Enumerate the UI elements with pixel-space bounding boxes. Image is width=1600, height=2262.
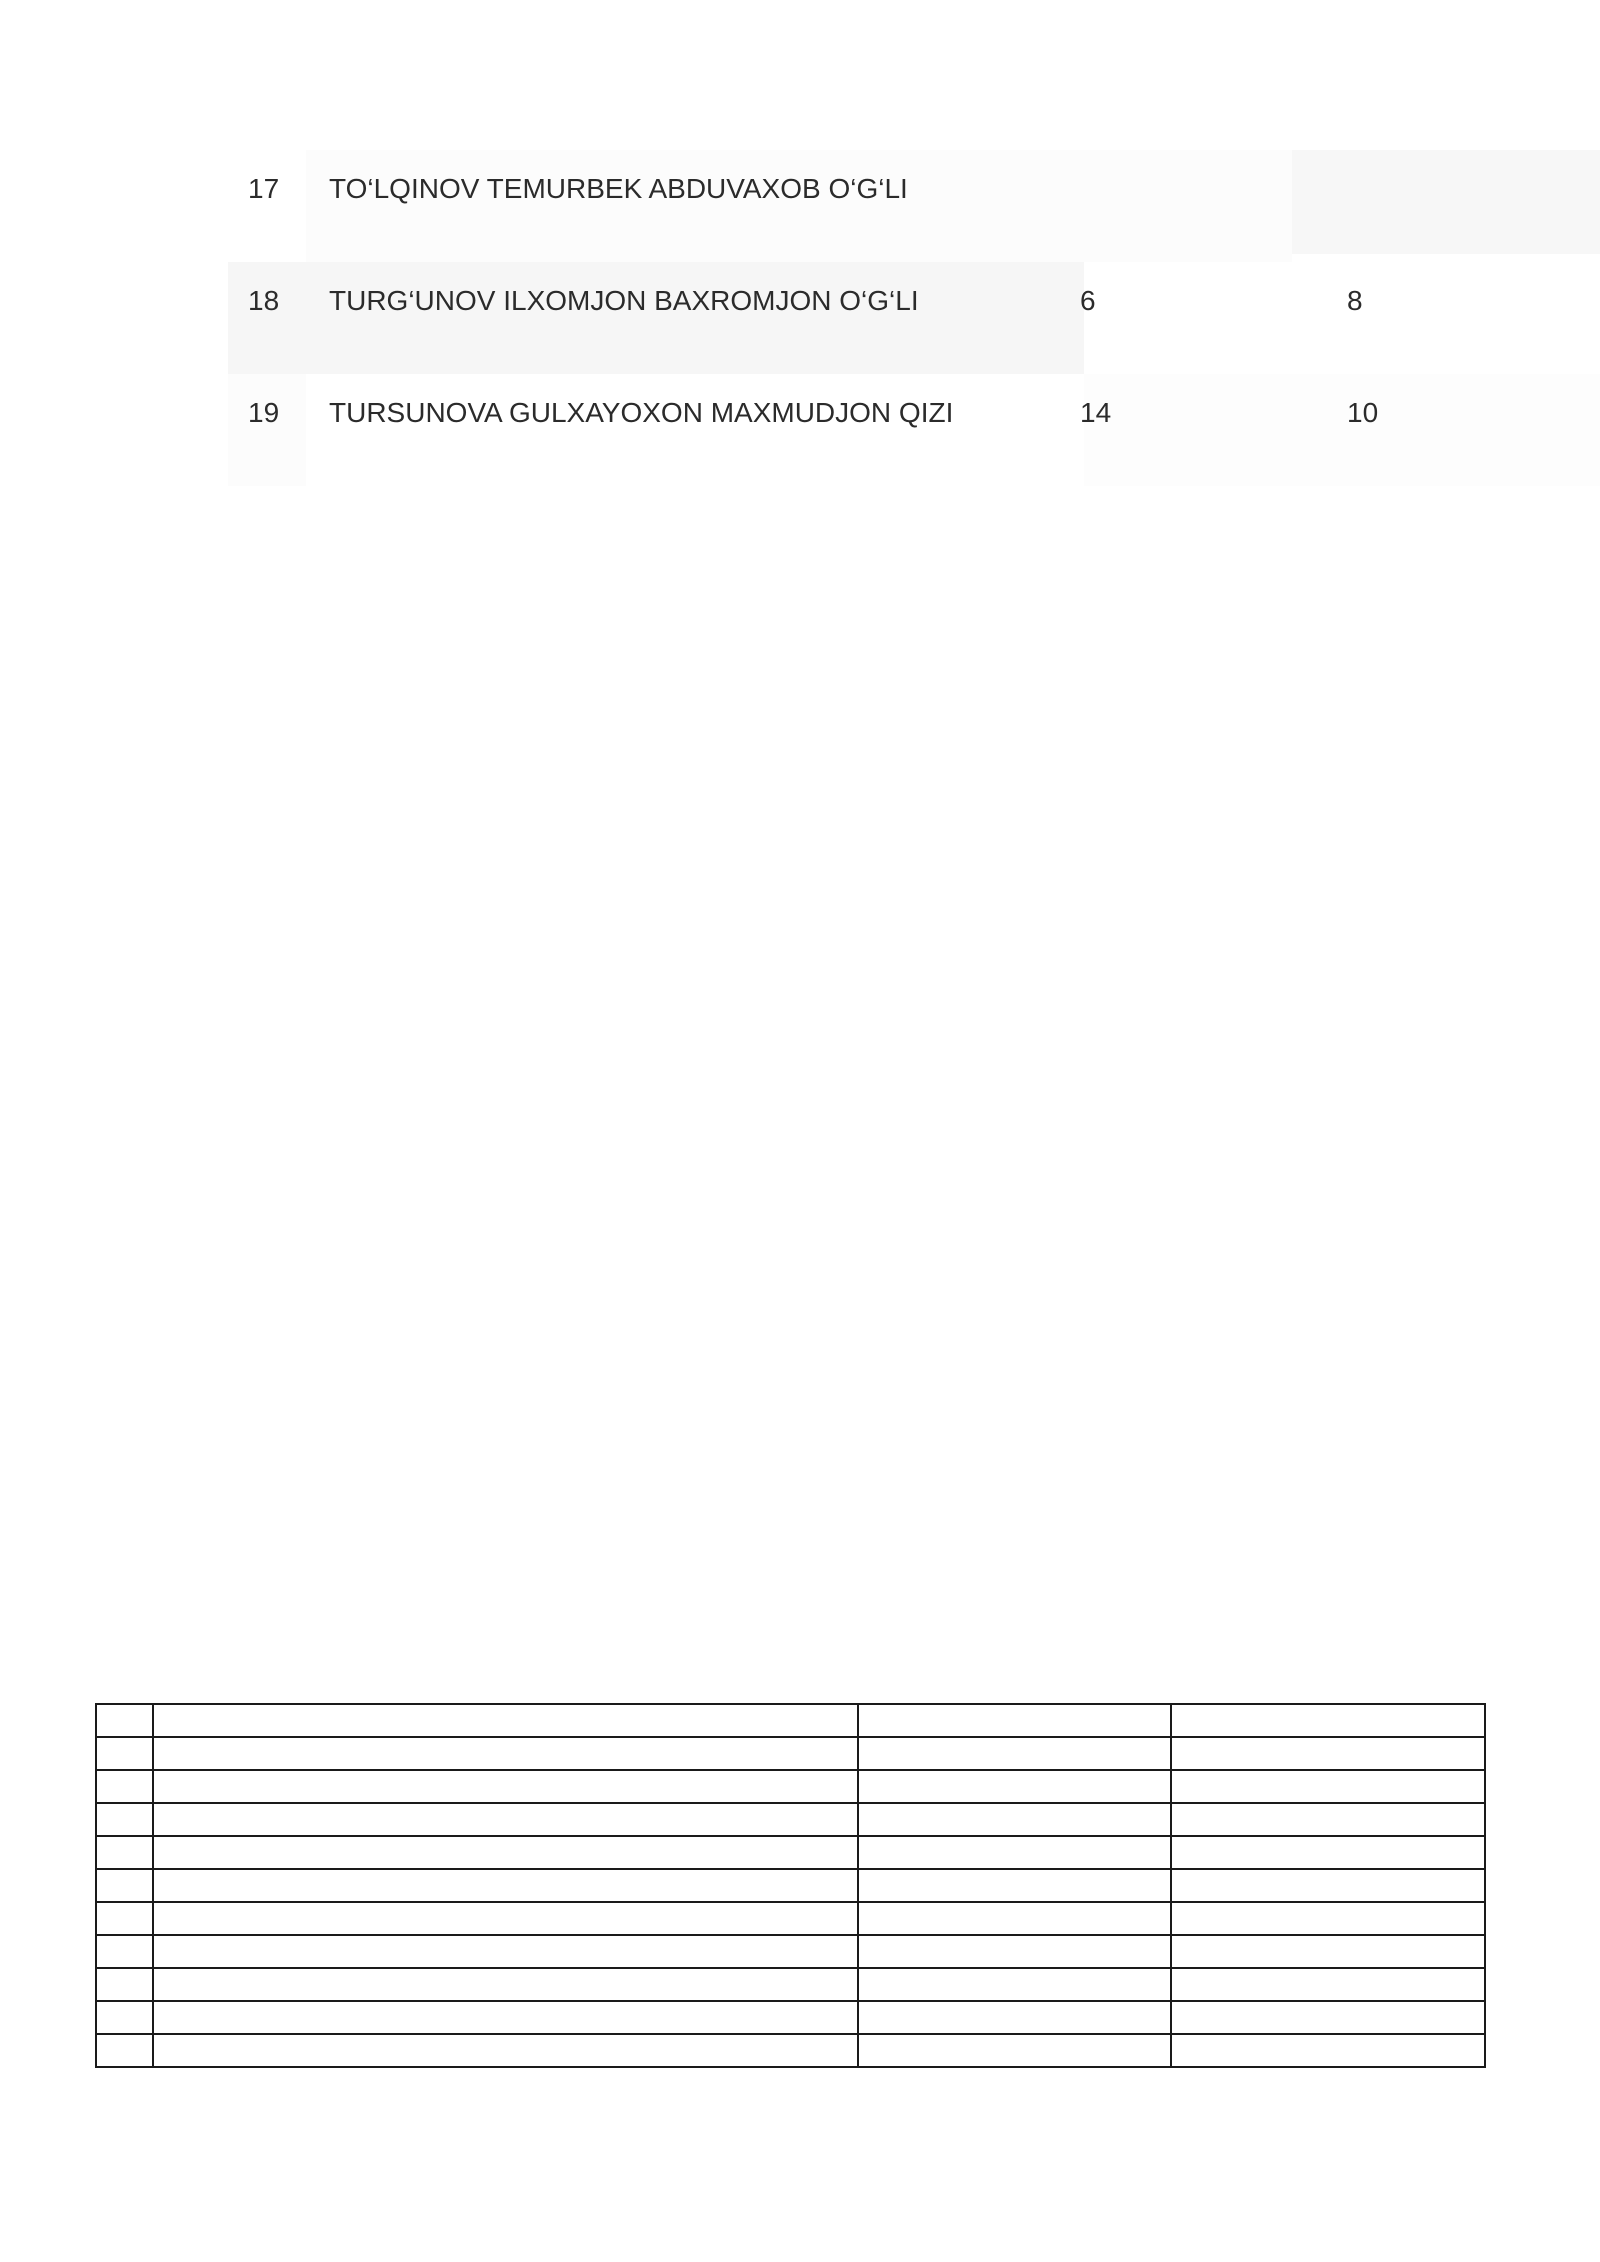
table-row	[228, 374, 1600, 486]
table-row	[96, 1902, 1485, 1935]
score-value: 8	[1347, 285, 1363, 316]
student-name: TURSUNOVA GULXAYOXON MAXMUDJON QIZI	[329, 397, 954, 428]
grid-cell	[96, 1836, 153, 1869]
grid-cell	[153, 1968, 858, 2001]
grid-cell	[96, 1968, 153, 2001]
score-cell	[1292, 150, 1600, 254]
grid-cell	[153, 1902, 858, 1935]
grid-cell	[96, 1869, 153, 1902]
grid-cell	[1171, 1869, 1485, 1902]
grid-cell	[858, 1803, 1171, 1836]
table-row	[96, 2034, 1485, 2067]
table-row	[96, 2001, 1485, 2034]
row-number: 18	[248, 285, 280, 316]
grid-cell	[858, 1770, 1171, 1803]
grid-cell	[858, 1935, 1171, 1968]
grid-cell	[1171, 1704, 1485, 1737]
grid-cell	[96, 1704, 153, 1737]
grid-cell	[96, 1803, 153, 1836]
grid-cell	[858, 1737, 1171, 1770]
table-row	[96, 1968, 1485, 2001]
grid-cell	[153, 2001, 858, 2034]
grid-cell	[96, 1935, 153, 1968]
grid-cell	[1171, 1803, 1485, 1836]
table-row	[96, 1803, 1485, 1836]
grid-cell	[153, 1836, 858, 1869]
score-value: 6	[1080, 285, 1096, 316]
grid-cell	[1171, 2034, 1485, 2067]
grid-cell	[153, 1737, 858, 1770]
roster-table	[228, 150, 1600, 498]
grid-cell	[96, 2034, 153, 2067]
grid-cell	[153, 1770, 858, 1803]
table-row	[96, 1935, 1485, 1968]
grid-cell	[858, 1836, 1171, 1869]
score-cell	[1084, 262, 1600, 374]
grid-cell	[153, 1935, 858, 1968]
grid-cell	[1171, 1935, 1485, 1968]
table-row	[96, 1704, 1485, 1737]
score-value: 10	[1347, 397, 1379, 428]
grid-cell	[1171, 1737, 1485, 1770]
table-row	[96, 1836, 1485, 1869]
grid-cell	[1171, 1902, 1485, 1935]
grid-cell	[1171, 2001, 1485, 2034]
table-row	[96, 1737, 1485, 1770]
score-value: 14	[1080, 397, 1112, 428]
grid-cell	[1171, 1968, 1485, 2001]
table-row	[228, 150, 1600, 262]
grid-cell	[1171, 1836, 1485, 1869]
row-number: 17	[248, 173, 280, 204]
grid-cell	[96, 2001, 153, 2034]
grid-cell	[858, 1869, 1171, 1902]
grid-cell	[96, 1902, 153, 1935]
table-row	[96, 1869, 1485, 1902]
grid-cell	[96, 1770, 153, 1803]
grid-cell	[858, 2034, 1171, 2067]
empty-grid-table	[95, 1703, 1486, 2068]
table-row	[96, 1770, 1485, 1803]
table-row	[228, 262, 1600, 374]
student-name: TO‘LQINOV TEMURBEK ABDUVAXOB O‘G‘LI	[329, 173, 908, 204]
grid-cell	[153, 1803, 858, 1836]
grid-cell	[1171, 1770, 1485, 1803]
grid-cell	[858, 2001, 1171, 2034]
row-number: 19	[248, 397, 280, 428]
grid-cell	[858, 1704, 1171, 1737]
grid-cell	[153, 1704, 858, 1737]
score-cell	[1084, 374, 1600, 486]
grid-cell	[96, 1737, 153, 1770]
grid-cell	[858, 1968, 1171, 2001]
grid-cell	[153, 1869, 858, 1902]
student-name: TURG‘UNOV ILXOMJON BAXROMJON O‘G‘LI	[329, 285, 919, 316]
grid-cell	[153, 2034, 858, 2067]
grid-cell	[858, 1902, 1171, 1935]
